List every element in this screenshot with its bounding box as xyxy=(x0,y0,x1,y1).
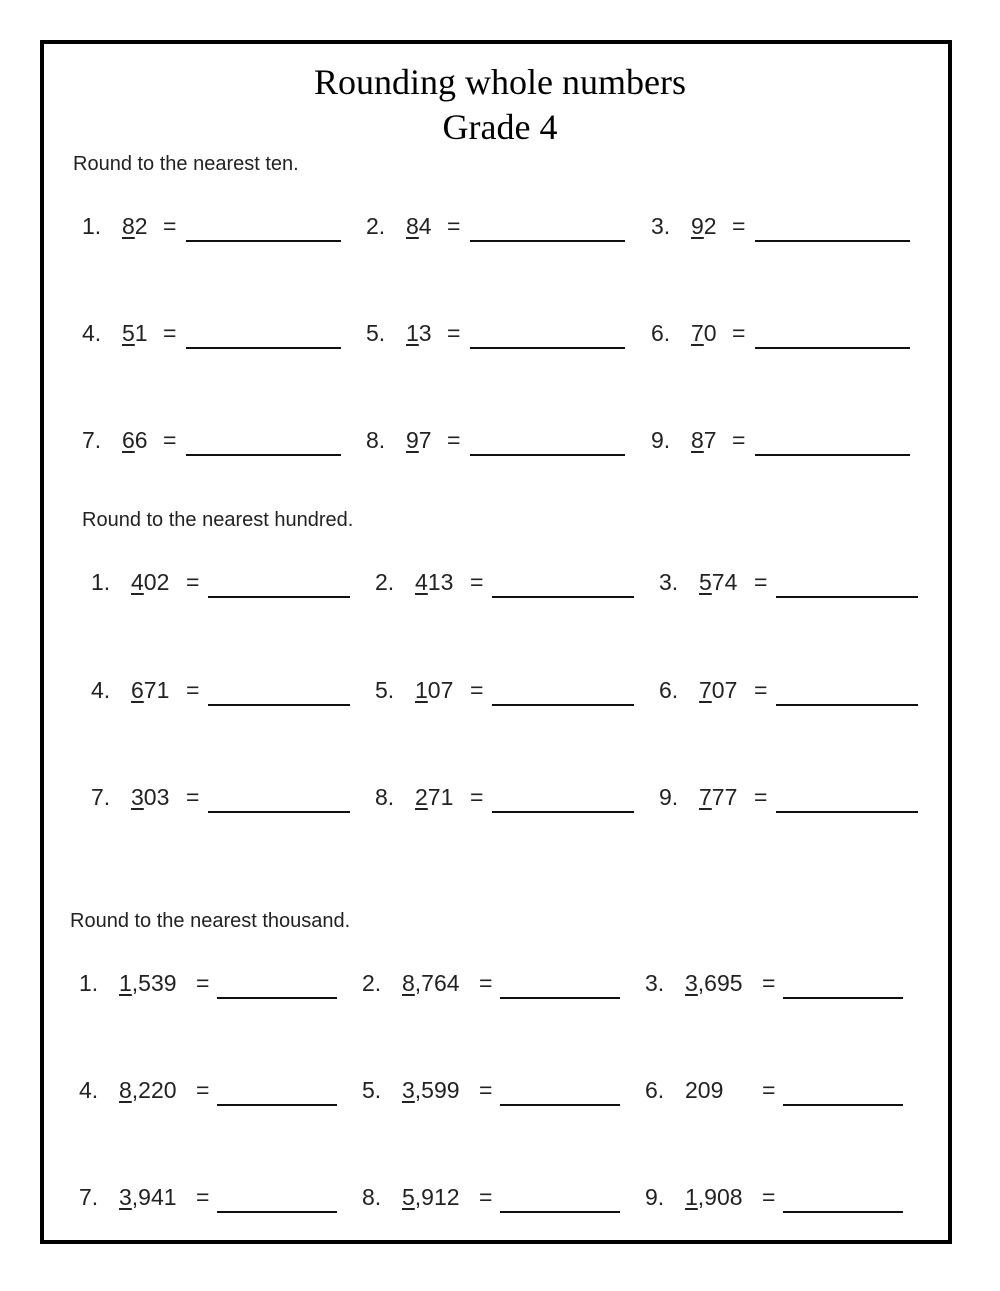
remaining-digits: 2 xyxy=(134,213,148,239)
underlined-digit: 8 xyxy=(402,970,415,996)
problem-item xyxy=(91,560,350,600)
answer-blank[interactable] xyxy=(755,454,910,456)
problem-value xyxy=(406,320,432,347)
answer-blank[interactable] xyxy=(500,1104,620,1106)
problem-value xyxy=(691,320,717,347)
underlined-digit: 3 xyxy=(685,970,698,996)
problem-value xyxy=(119,1184,177,1211)
underlined-digit: 5 xyxy=(402,1184,415,1210)
answer-blank[interactable] xyxy=(217,1211,337,1213)
underlined-digit: 8 xyxy=(119,1077,132,1103)
problem-number: 3. xyxy=(659,569,679,595)
equals-sign: = xyxy=(762,1184,776,1210)
problem-number: 9. xyxy=(651,427,671,453)
equals-sign: = xyxy=(447,427,461,453)
underlined-digit: 4 xyxy=(131,569,144,595)
answer-blank[interactable] xyxy=(492,811,634,813)
underlined-digit: 5 xyxy=(122,320,135,346)
problem-item xyxy=(79,1068,337,1108)
problem-item xyxy=(79,1175,337,1215)
remaining-digits: 7 xyxy=(703,427,717,453)
problem-item xyxy=(91,668,350,708)
equals-sign: = xyxy=(732,320,746,346)
answer-blank[interactable] xyxy=(186,347,341,349)
problem-number: 1. xyxy=(82,213,102,239)
problem-item xyxy=(91,775,350,815)
problem-value xyxy=(406,427,432,454)
underlined-digit: 6 xyxy=(122,427,135,453)
problem-item xyxy=(375,668,634,708)
problem-item xyxy=(659,775,918,815)
remaining-digits: ,764 xyxy=(414,970,460,996)
problem-item xyxy=(82,311,341,351)
answer-blank[interactable] xyxy=(186,454,341,456)
section-instruction: Round to the nearest hundred. xyxy=(82,509,354,531)
remaining-digits: ,599 xyxy=(414,1077,460,1103)
answer-blank[interactable] xyxy=(492,704,634,706)
remaining-digits: 71 xyxy=(427,784,454,810)
equals-sign: = xyxy=(163,427,177,453)
equals-sign: = xyxy=(470,677,484,703)
remaining-digits: 03 xyxy=(143,784,170,810)
problem-value xyxy=(415,677,453,704)
problem-number: 4. xyxy=(79,1077,99,1103)
remaining-digits: 77 xyxy=(711,784,738,810)
problem-value xyxy=(122,213,148,240)
equals-sign: = xyxy=(732,213,746,239)
equals-sign: = xyxy=(447,320,461,346)
problem-item xyxy=(366,418,625,458)
problem-value xyxy=(685,1184,743,1211)
problem-number: 5. xyxy=(366,320,386,346)
underlined-digit: 5 xyxy=(699,569,712,595)
underlined-digit: 3 xyxy=(131,784,144,810)
problem-value xyxy=(402,970,460,997)
equals-sign: = xyxy=(732,427,746,453)
equals-sign: = xyxy=(479,1184,493,1210)
problem-number: 9. xyxy=(659,784,679,810)
problem-value xyxy=(122,320,148,347)
answer-blank[interactable] xyxy=(217,997,337,999)
equals-sign: = xyxy=(186,677,200,703)
equals-sign: = xyxy=(470,784,484,810)
equals-sign: = xyxy=(470,569,484,595)
problem-number: 4. xyxy=(91,677,111,703)
underlined-digit: 3 xyxy=(402,1077,415,1103)
problem-item xyxy=(645,1068,903,1108)
problem-value xyxy=(699,677,737,704)
remaining-digits: 3 xyxy=(418,320,432,346)
answer-blank[interactable] xyxy=(776,704,918,706)
problem-number: 7. xyxy=(79,1184,99,1210)
answer-blank[interactable] xyxy=(783,997,903,999)
problem-value xyxy=(402,1077,460,1104)
problem-number: 2. xyxy=(366,213,386,239)
problem-value xyxy=(131,784,169,811)
answer-blank[interactable] xyxy=(500,997,620,999)
remaining-digits: ,908 xyxy=(697,1184,743,1210)
problem-number: 8. xyxy=(375,784,395,810)
remaining-digits: 07 xyxy=(711,677,738,703)
problem-value xyxy=(699,784,737,811)
problem-value xyxy=(691,427,717,454)
equals-sign: = xyxy=(754,784,768,810)
problem-number: 3. xyxy=(651,213,671,239)
equals-sign: = xyxy=(163,213,177,239)
remaining-digits: ,941 xyxy=(131,1184,177,1210)
worksheet-subtitle: Grade 4 xyxy=(442,107,558,147)
problem-value xyxy=(122,427,148,454)
equals-sign: = xyxy=(754,569,768,595)
equals-sign: = xyxy=(762,970,776,996)
problem-number: 8. xyxy=(366,427,386,453)
problem-value xyxy=(402,1184,460,1211)
problem-number: 2. xyxy=(375,569,395,595)
problem-item xyxy=(659,560,918,600)
problem-item xyxy=(366,311,625,351)
problem-number: 9. xyxy=(645,1184,665,1210)
equals-sign: = xyxy=(186,784,200,810)
remaining-digits: 1 xyxy=(134,320,148,346)
underlined-digit: 7 xyxy=(699,677,712,703)
problem-item xyxy=(362,1175,620,1215)
problem-value xyxy=(406,213,432,240)
remaining-digits: 209 xyxy=(685,1077,724,1103)
problem-number: 7. xyxy=(91,784,111,810)
remaining-digits: 0 xyxy=(703,320,717,346)
underlined-digit: 1 xyxy=(415,677,428,703)
problem-value xyxy=(691,213,717,240)
problem-value xyxy=(119,970,177,997)
equals-sign: = xyxy=(196,970,210,996)
equals-sign: = xyxy=(754,677,768,703)
remaining-digits: 02 xyxy=(143,569,170,595)
remaining-digits: 7 xyxy=(418,427,432,453)
problem-number: 5. xyxy=(362,1077,382,1103)
answer-blank[interactable] xyxy=(470,454,625,456)
problem-value xyxy=(119,1077,177,1104)
problem-item xyxy=(659,668,918,708)
remaining-digits: 71 xyxy=(143,677,170,703)
underlined-digit: 7 xyxy=(699,784,712,810)
problem-number: 2. xyxy=(362,970,382,996)
problem-item xyxy=(79,961,337,1001)
underlined-digit: 1 xyxy=(685,1184,698,1210)
problem-value xyxy=(415,784,453,811)
equals-sign: = xyxy=(196,1184,210,1210)
problem-item xyxy=(645,961,903,1001)
problem-number: 3. xyxy=(645,970,665,996)
problem-number: 5. xyxy=(375,677,395,703)
problem-item xyxy=(375,560,634,600)
problem-value xyxy=(131,677,169,704)
problem-item xyxy=(366,204,625,244)
answer-blank[interactable] xyxy=(755,240,910,242)
equals-sign: = xyxy=(196,1077,210,1103)
equals-sign: = xyxy=(762,1077,776,1103)
equals-sign: = xyxy=(186,569,200,595)
problem-item xyxy=(651,311,910,351)
section-instruction: Round to the nearest thousand. xyxy=(70,910,351,932)
underlined-digit: 9 xyxy=(406,427,419,453)
equals-sign: = xyxy=(163,320,177,346)
problem-number: 6. xyxy=(651,320,671,346)
answer-blank[interactable] xyxy=(755,347,910,349)
underlined-digit: 4 xyxy=(415,569,428,595)
problem-item xyxy=(362,1068,620,1108)
answer-blank[interactable] xyxy=(492,596,634,598)
problem-value xyxy=(131,569,169,596)
problem-number: 8. xyxy=(362,1184,382,1210)
answer-blank[interactable] xyxy=(208,704,350,706)
problem-value xyxy=(699,569,737,596)
problem-item xyxy=(82,204,341,244)
problem-number: 6. xyxy=(659,677,679,703)
problem-value xyxy=(685,970,743,997)
answer-blank[interactable] xyxy=(208,811,350,813)
underlined-digit: 6 xyxy=(131,677,144,703)
underlined-digit: 3 xyxy=(119,1184,132,1210)
remaining-digits: ,695 xyxy=(697,970,743,996)
underlined-digit: 7 xyxy=(691,320,704,346)
remaining-digits: 74 xyxy=(711,569,738,595)
problem-item xyxy=(651,204,910,244)
problem-item xyxy=(362,961,620,1001)
problem-number: 4. xyxy=(82,320,102,346)
answer-blank[interactable] xyxy=(470,240,625,242)
underlined-digit: 2 xyxy=(415,784,428,810)
remaining-digits: 2 xyxy=(703,213,717,239)
equals-sign: = xyxy=(447,213,461,239)
remaining-digits: 07 xyxy=(427,677,454,703)
underlined-digit: 8 xyxy=(122,213,135,239)
problem-number: 6. xyxy=(645,1077,665,1103)
underlined-digit: 8 xyxy=(406,213,419,239)
remaining-digits: ,912 xyxy=(414,1184,460,1210)
underlined-digit: 8 xyxy=(691,427,704,453)
underlined-digit: 9 xyxy=(691,213,704,239)
section-instruction: Round to the nearest ten. xyxy=(73,153,299,175)
remaining-digits: 13 xyxy=(427,569,454,595)
problem-value xyxy=(685,1077,723,1104)
answer-blank[interactable] xyxy=(783,1211,903,1213)
underlined-digit: 1 xyxy=(406,320,419,346)
remaining-digits: 4 xyxy=(418,213,432,239)
problem-item xyxy=(375,775,634,815)
answer-blank[interactable] xyxy=(217,1104,337,1106)
answer-blank[interactable] xyxy=(500,1211,620,1213)
problem-item xyxy=(651,418,910,458)
problem-value xyxy=(415,569,453,596)
equals-sign: = xyxy=(479,970,493,996)
underlined-digit: 1 xyxy=(119,970,132,996)
problem-number: 7. xyxy=(82,427,102,453)
remaining-digits: ,220 xyxy=(131,1077,177,1103)
answer-blank[interactable] xyxy=(208,596,350,598)
problem-number: 1. xyxy=(91,569,111,595)
answer-blank[interactable] xyxy=(783,1104,903,1106)
answer-blank[interactable] xyxy=(776,811,918,813)
remaining-digits: 6 xyxy=(134,427,148,453)
problem-item xyxy=(645,1175,903,1215)
answer-blank[interactable] xyxy=(776,596,918,598)
answer-blank[interactable] xyxy=(470,347,625,349)
worksheet-title: Rounding whole numbers xyxy=(314,62,686,102)
remaining-digits: ,539 xyxy=(131,970,177,996)
problem-item xyxy=(82,418,341,458)
problem-number: 1. xyxy=(79,970,99,996)
answer-blank[interactable] xyxy=(186,240,341,242)
equals-sign: = xyxy=(479,1077,493,1103)
